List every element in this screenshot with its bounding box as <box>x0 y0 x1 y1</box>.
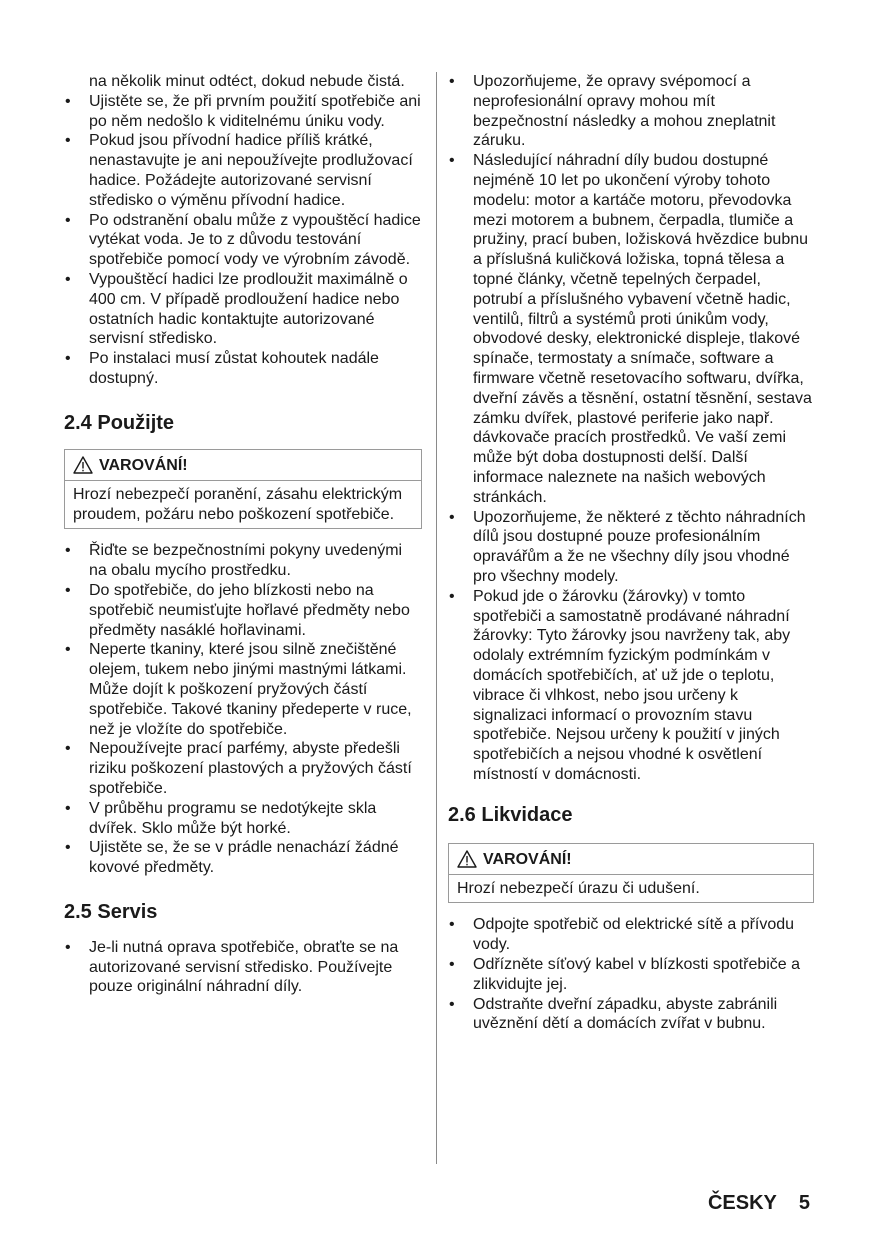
warning-title: VAROVÁNÍ! <box>483 850 572 868</box>
warning-header <box>65 450 421 481</box>
list-item: • Pokud jsou přívodní hadice příliš krátké, nenastavujte je ani nepoužívejte prodlužovací hadice. Požádejte autorizované servisní středisko o výměnu přívodní hadice. <box>64 131 422 210</box>
list-item: • Odpojte spotřebič od elektrické sítě a přívodu vody. <box>448 915 814 955</box>
section-heading-service: 2.5 Servis <box>64 900 158 923</box>
warning-text: Hrozí nebezpečí úrazu či udušení. <box>457 879 700 897</box>
column-divider <box>436 72 437 1164</box>
list-item: • Vypouštěcí hadici lze prodloužit maximálně o 400 cm. V případě prodloužení hadice nebo ostatních hadic kontaktujte autorizované servisní středisko. <box>64 270 422 349</box>
warning-box <box>448 843 814 904</box>
list-item: • Neperte tkaniny, které jsou silně znečištěné olejem, tukem nebo jinými mastnými látkami. Může dojít k poškození pryžových částí spotřebiče. Takové tkaniny předeperte v ruce, než je vložíte do spotřebiče. <box>64 640 422 739</box>
installation-list <box>64 92 422 389</box>
list-item: • Do spotřebiče, do jeho blízkosti nebo na spotřebič neumisťujte hořlavé předměty nebo předměty nasáklé hořlavinami. <box>64 581 422 640</box>
list-item: • Po instalaci musí zůstat kohoutek nadále dostupný. <box>64 349 422 389</box>
list-item: • Následující náhradní díly budou dostupné nejméně 10 let po ukončení výroby tohoto modelu: motor a kartáče motoru, převodovka mezi motorem a bubnem, čerpadla, tlumiče a pružiny, prací buben, ložisková hvězdice bubnu a příslušná kuličková ložiska, topná tělesa a topné články, včetně tepelných čerpadel, potrubí a příslušného vybavení včetně hadic, ventilů, filtrů a systémů proti únikům vody, obvodové desky, elektronické displeje, tlakové spínače, termostaty a snímače, software a firmware včetně resetovacího softwaru, dvířka, dveřní závěs a těsnění, ostatní těsnění, sestava zámku dvířek, plastové periferie jako např. dávkovače pracích prostředků. Ve vaší zemi může být doba dostupnosti delší. Další informace naleznete na našich webových stránkách. <box>448 151 814 507</box>
warning-box <box>64 449 422 530</box>
list-item: • Pokud jde o žárovku (žárovky) v tomto spotřebiči a samostatně prodávané náhradní žárovky: Tyto žárovky jsou navrženy tak, aby odolaly extrémním fyzickým podmínkám v domácích spotřebičích, ať už jde o teplotu, vibrace či vlhkost, nebo jsou určeny k signalizaci informací o provozním stavu spotřebiče. Nejsou určeny k použití v jiných spotřebičích a nejsou vhodné k osvětlení místností v domácnosti. <box>448 587 814 785</box>
service-list <box>64 938 422 997</box>
list-item: • Řiďte se bezpečnostními pokyny uvedenými na obalu mycího prostředku. <box>64 541 422 581</box>
right-column <box>448 72 814 1034</box>
page-number: 5 <box>798 1192 810 1214</box>
list-item: • V průběhu programu se nedotýkejte skla dvířek. Sklo může být horké. <box>64 799 422 839</box>
list-item: • Upozorňujeme, že opravy svépomocí a neprofesionální opravy mohou mít bezpečnostní následky a mohou zneplatnit záruku. <box>448 72 814 151</box>
list-item: • Nepoužívejte prací parfémy, abyste předešli riziku poškození plastových a pryžových částí spotřebiče. <box>64 739 422 798</box>
left-column <box>64 72 422 997</box>
warning-triangle-icon <box>457 850 477 868</box>
continued-text: na několik minut odtéct, dokud nebude čistá. <box>89 73 405 90</box>
list-item: • Odřízněte síťový kabel v blízkosti spotřebiče a zlikvidujte jej. <box>448 955 814 995</box>
warning-title: VAROVÁNÍ! <box>99 456 188 474</box>
footer-language: ČESKY <box>707 1192 777 1214</box>
warning-text: Hrozí nebezpečí poranění, zásahu elektrickým proudem, požáru nebo poškození spotřebiče. <box>73 485 403 523</box>
warning-header <box>449 844 813 875</box>
list-item: • Po odstranění obalu může z vypouštěcí hadice vytékat voda. Je to z důvodu testování spotřebiče pomocí vody ve výrobním závodě. <box>64 211 422 270</box>
list-item: • Upozorňujeme, že některé z těchto náhradních dílů jsou dostupné pouze profesionálním opravářům a že ne všechny díly jsou vhodné pro všechny modely. <box>448 508 814 587</box>
section-heading-disposal: 2.6 Likvidace <box>448 803 573 826</box>
disposal-list <box>448 915 814 1034</box>
use-list <box>64 541 422 878</box>
service-list-continued <box>448 72 814 785</box>
page-footer <box>708 1192 810 1215</box>
list-item: • Ujistěte se, že při prvním použití spotřebiče ani po něm nedošlo k viditelnému úniku vody. <box>64 92 422 132</box>
section-heading-use: 2.4 Použijte <box>64 411 175 434</box>
list-item: • Je-li nutná oprava spotřebiče, obraťte se na autorizované servisní středisko. Používejte pouze originální náhradní díly. <box>64 938 422 997</box>
warning-triangle-icon <box>73 456 93 474</box>
list-item: • Odstraňte dveřní západku, abyste zabránili uvěznění dětí a domácích zvířat v bubnu. <box>448 995 814 1035</box>
list-item: • Ujistěte se, že se v prádle nenachází žádné kovové předměty. <box>64 838 422 878</box>
